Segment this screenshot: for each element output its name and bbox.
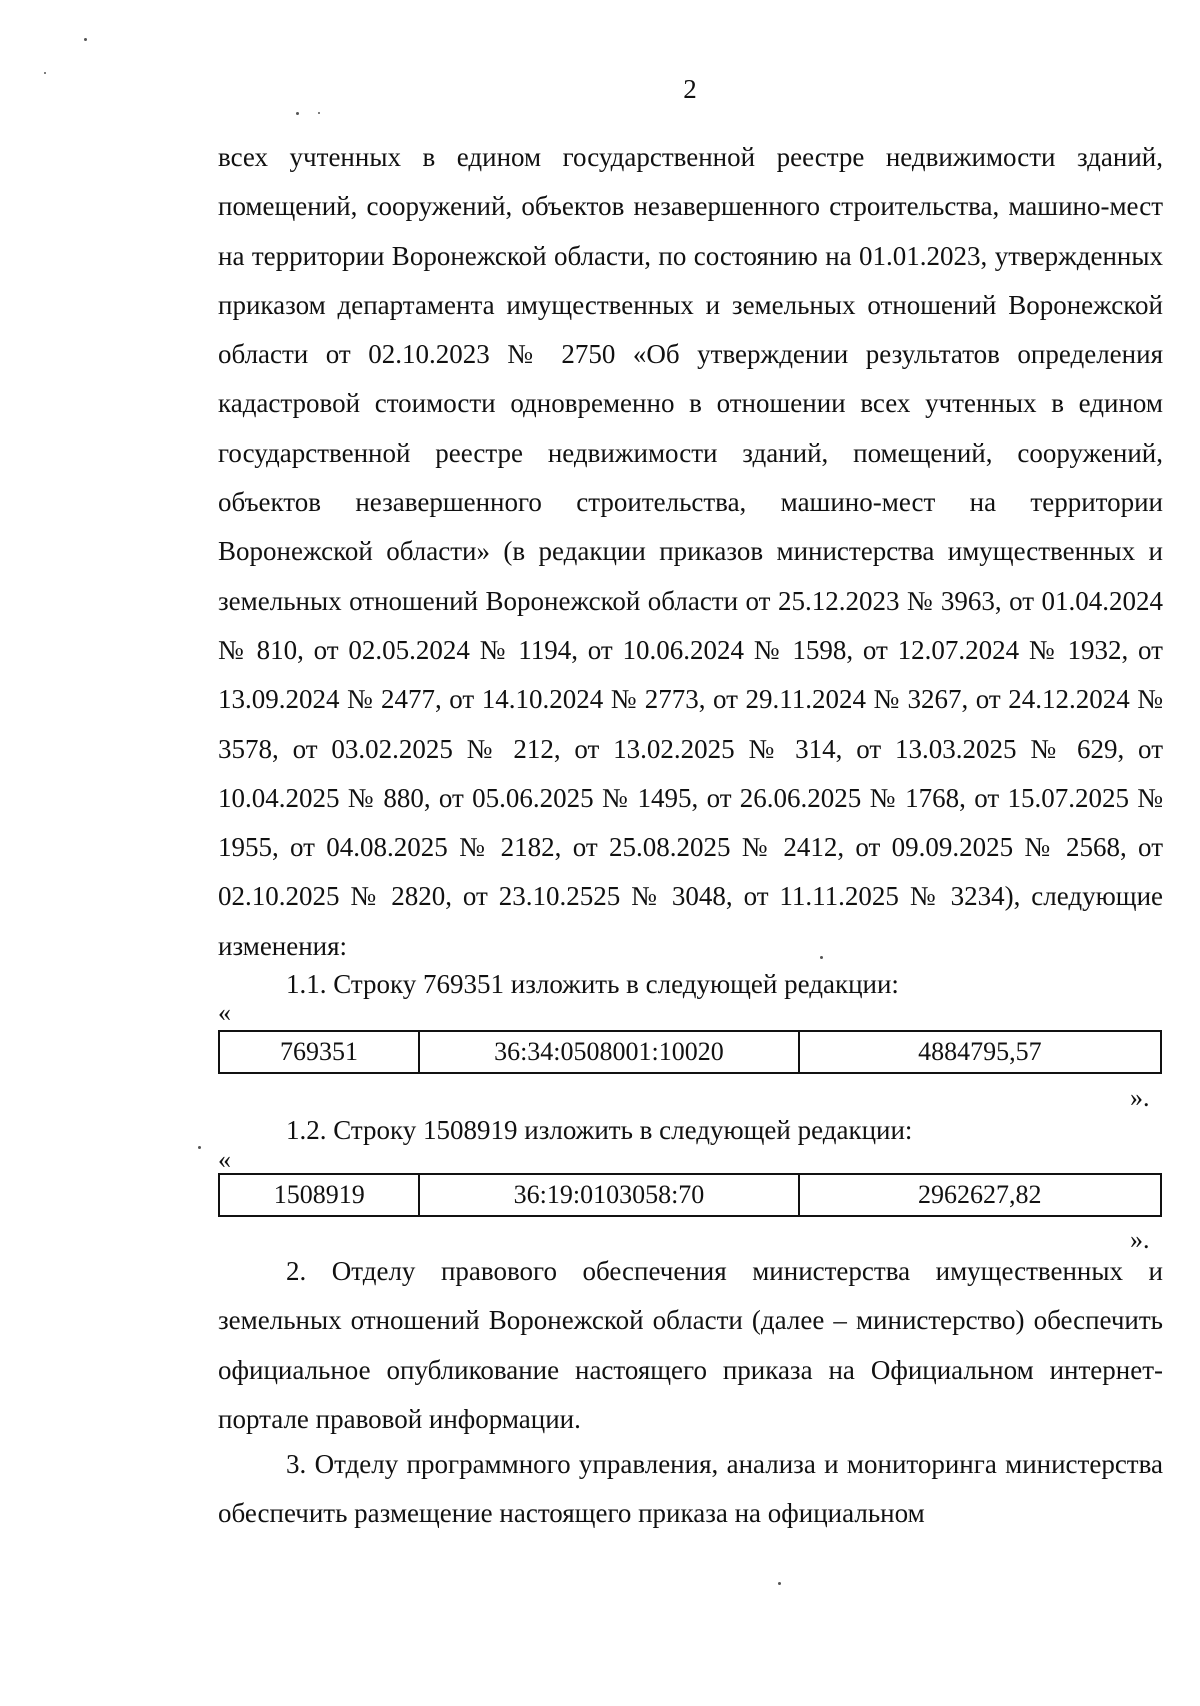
- page-number: 2: [683, 74, 697, 104]
- item-2-block: [218, 1247, 1163, 1444]
- table-cell-row-number: 769351: [219, 1031, 419, 1073]
- table-cell-row-number: 1508919: [219, 1174, 419, 1216]
- scan-speck: [198, 1146, 201, 1149]
- scan-speck: [820, 956, 823, 959]
- intro-paragraph-block: [218, 133, 1163, 971]
- table-cell-cadastral-value: 2962627,82: [799, 1174, 1161, 1216]
- table-row: [219, 1174, 1161, 1216]
- table-cell-cadastral-number: 36:19:0103058:70: [419, 1174, 798, 1216]
- scan-speck: [296, 112, 299, 115]
- item-2-text: 2. Отделу правового обеспечения министерства имущественных и земельных отношений Воронежской области (далее – министерство) обеспечить официальное опубликование настоящего приказа на Официальном интернет-портале правовой информации.: [218, 1256, 1163, 1434]
- item-1-2-block: [218, 1106, 1163, 1155]
- scan-speck: [318, 112, 320, 114]
- cadastral-table-2: [218, 1173, 1162, 1217]
- cadastral-table-1: [218, 1030, 1162, 1074]
- intro-paragraph: всех учтенных в едином государственной реестре недвижимости зданий, помещений, сооружений, объектов незавершенного строительства, машино-мест на территории Воронежской области, по состоянию на 01.01.2023, утвержденных приказом департамента имущественных и земельных отношений Воронежской области от 02.10.2023 № 2750 «Об утверждении результатов определения кадастровой стоимости одновременно в отношении всех учтенных в едином государственной реестре недвижимости зданий, помещений, сооружений, объектов незавершенного строительства, машино-мест на территории Воронежской области» (в редакции приказов министерства имущественных и земельных отношений Воронежской области от 25.12.2023 № 3963, от 01.04.2024 № 810, от 02.05.2024 № 1194, от 10.06.2024 № 1598, от 12.07.2024 № 1932, от 13.09.2024 № 2477, от 14.10.2024 № 2773, от 29.11.2024 № 3267, от 24.12.2024 № 3578, от 03.02.2025 № 212, от 13.02.2025 № 314, от 13.03.2025 № 629, от 10.04.2025 № 880, от 05.06.2025 № 1495, от 26.06.2025 № 1768, от 15.07.2025 № 1955, от 04.08.2025 № 2182, от 25.08.2025 № 2412, от 09.09.2025 № 2568, от 02.10.2025 № 2820, от 23.10.2525 № 3048, от 11.11.2025 № 3234), следующие изменения:: [218, 142, 1163, 961]
- item-3-text: 3. Отделу программного управления, анализа и мониторинга министерства обеспечить размещение настоящего приказа на официальном: [218, 1449, 1163, 1529]
- scan-speck: [44, 72, 46, 74]
- table-cell-cadastral-value: 4884795,57: [799, 1031, 1161, 1073]
- quote-open-2: «: [218, 1145, 231, 1174]
- item-1-1-block: [218, 960, 1163, 1009]
- item-1-2-text: 1.2. Строку 1508919 изложить в следующей редакции:: [286, 1115, 913, 1145]
- scan-speck: [778, 1582, 781, 1585]
- quote-close-2: ».: [1130, 1225, 1150, 1254]
- table-cell-cadastral-number: 36:34:0508001:10020: [419, 1031, 799, 1073]
- item-3-block: [218, 1440, 1163, 1539]
- quote-open-1: «: [218, 998, 231, 1027]
- item-1-1-text: 1.1. Строку 769351 изложить в следующей редакции:: [286, 969, 899, 999]
- scan-speck: [84, 38, 87, 41]
- quote-close-1: ».: [1130, 1083, 1150, 1112]
- table-row: [219, 1031, 1161, 1073]
